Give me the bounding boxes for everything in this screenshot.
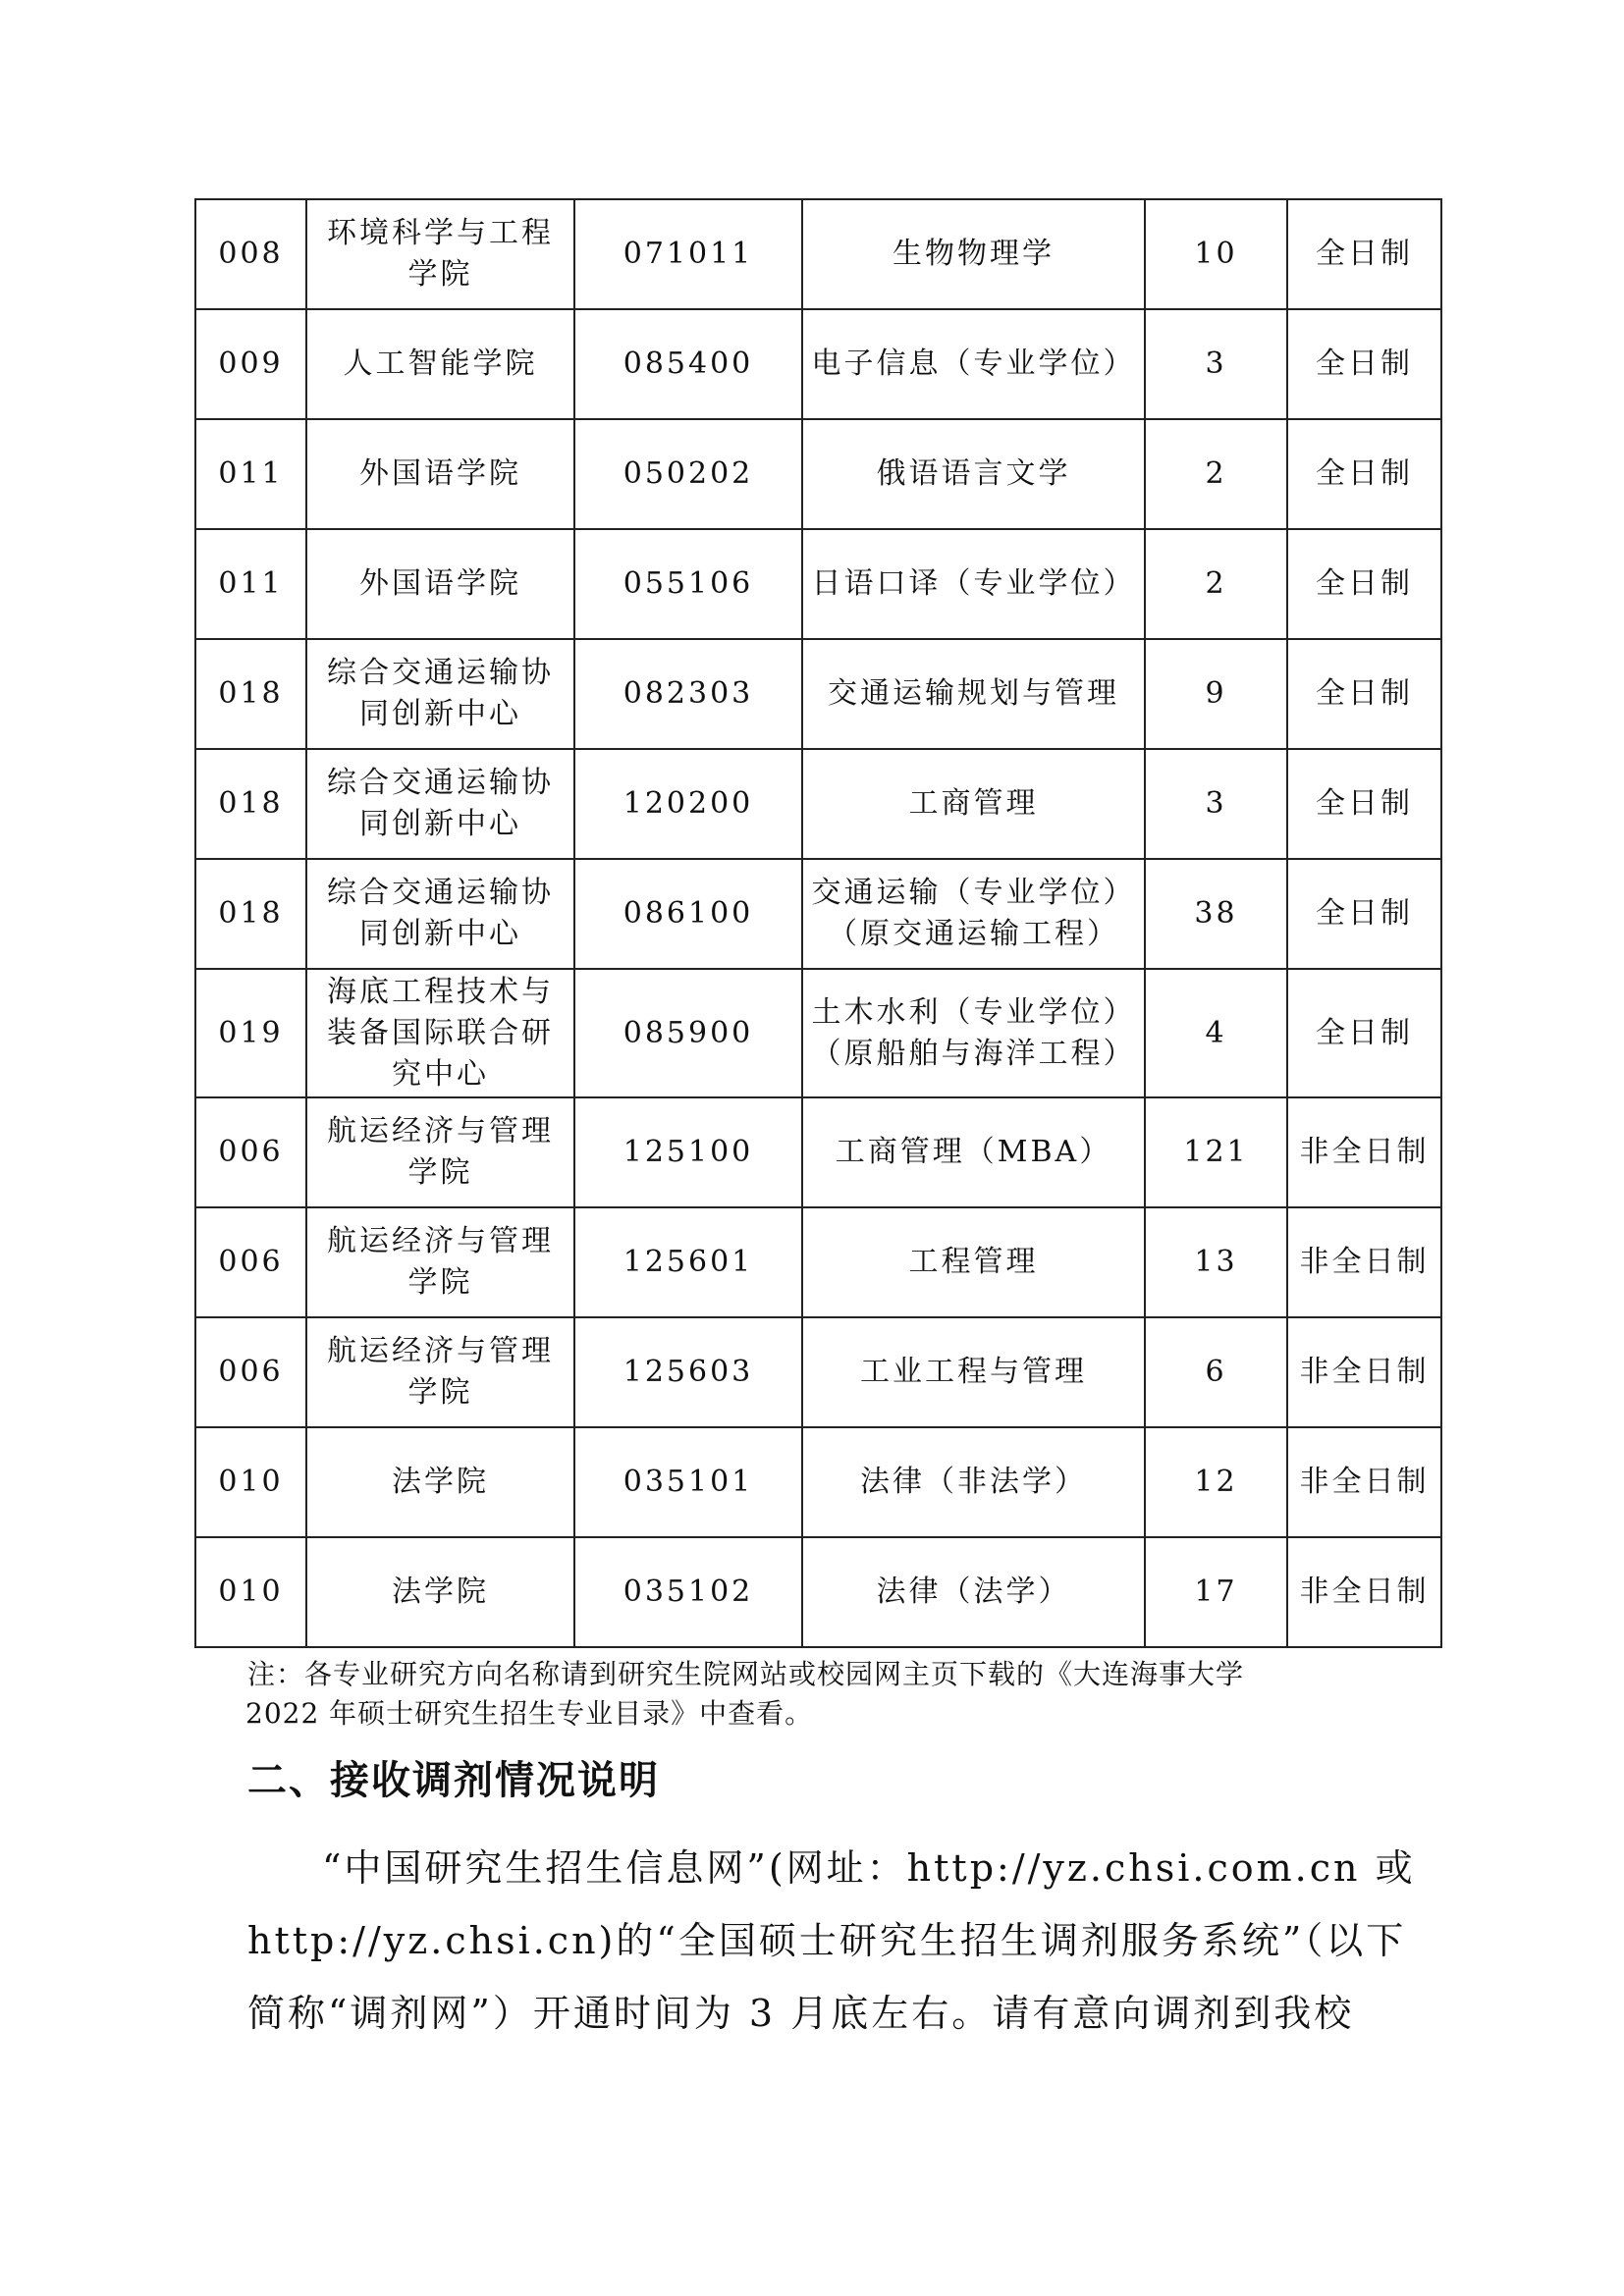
quota-count-cell: 3 <box>1145 749 1287 859</box>
quota-count-cell: 6 <box>1145 1317 1287 1427</box>
table-row <box>195 969 1441 1097</box>
major-code-cell: 125100 <box>574 1097 802 1207</box>
college-name-cell: 人工智能学院 <box>306 309 574 419</box>
college-name-cell: 综合交通运输协同创新中心 <box>306 639 574 749</box>
quota-count-cell: 2 <box>1145 529 1287 639</box>
table-row <box>195 1097 1441 1207</box>
major-name-cell: 工商管理（MBA） <box>802 1097 1145 1207</box>
study-mode-cell: 非全日制 <box>1287 1207 1441 1317</box>
study-mode-cell: 非全日制 <box>1287 1537 1441 1647</box>
table-row <box>195 1317 1441 1427</box>
quota-count-cell: 10 <box>1145 199 1287 309</box>
college-code-cell: 011 <box>195 529 306 639</box>
major-code-cell: 086100 <box>574 859 802 969</box>
quota-count-cell: 17 <box>1145 1537 1287 1647</box>
college-code-cell: 019 <box>195 969 306 1097</box>
study-mode-cell: 非全日制 <box>1287 1427 1441 1537</box>
college-name-cell: 外国语学院 <box>306 529 574 639</box>
major-name-cell: 俄语语言文学 <box>802 419 1145 529</box>
study-mode-cell: 全日制 <box>1287 309 1441 419</box>
major-name-cell: 交通运输（专业学位）（原交通运输工程） <box>802 859 1145 969</box>
study-mode-cell: 全日制 <box>1287 749 1441 859</box>
college-name-cell: 外国语学院 <box>306 419 574 529</box>
table-row <box>195 309 1441 419</box>
college-name-cell: 航运经济与管理学院 <box>306 1317 574 1427</box>
major-name-cell: 法律（非法学） <box>802 1427 1145 1537</box>
table-row <box>195 419 1441 529</box>
major-code-cell: 085900 <box>574 969 802 1097</box>
college-name-cell: 综合交通运输协同创新中心 <box>306 859 574 969</box>
major-name-cell: 工程管理 <box>802 1207 1145 1317</box>
college-name-cell: 环境科学与工程学院 <box>306 199 574 309</box>
major-code-cell: 035101 <box>574 1427 802 1537</box>
college-code-cell: 010 <box>195 1537 306 1647</box>
major-code-cell: 120200 <box>574 749 802 859</box>
college-code-cell: 018 <box>195 639 306 749</box>
table-row <box>195 1537 1441 1647</box>
major-code-cell: 035102 <box>574 1537 802 1647</box>
major-code-cell: 125603 <box>574 1317 802 1427</box>
major-name-cell: 日语口译（专业学位） <box>802 529 1145 639</box>
major-code-cell: 071011 <box>574 199 802 309</box>
quota-count-cell: 12 <box>1145 1427 1287 1537</box>
study-mode-cell: 全日制 <box>1287 419 1441 529</box>
major-name-cell: 土木水利（专业学位）（原船舶与海洋工程） <box>802 969 1145 1097</box>
college-name-cell: 海底工程技术与装备国际联合研究中心 <box>306 969 574 1097</box>
table-footnote <box>247 1655 1440 1734</box>
college-code-cell: 006 <box>195 1097 306 1207</box>
major-name-cell: 工业工程与管理 <box>802 1317 1145 1427</box>
quota-count-cell: 3 <box>1145 309 1287 419</box>
college-code-cell: 018 <box>195 749 306 859</box>
table-row <box>195 639 1441 749</box>
college-code-cell: 011 <box>195 419 306 529</box>
major-code-cell: 050202 <box>574 419 802 529</box>
study-mode-cell: 非全日制 <box>1287 1097 1441 1207</box>
study-mode-cell: 全日制 <box>1287 529 1441 639</box>
study-mode-cell: 全日制 <box>1287 969 1441 1097</box>
college-code-cell: 010 <box>195 1427 306 1537</box>
table-row <box>195 859 1441 969</box>
college-name-cell: 航运经济与管理学院 <box>306 1097 574 1207</box>
major-name-cell: 工商管理 <box>802 749 1145 859</box>
section-paragraph: “中国研究生招生信息网”(网址：http://yz.chsi.com.cn 或 http://yz.chsi.cn)的“全国硕士研究生招生调剂服务系统”（以下简称“调剂网”）开通时间为 3 月底左右。请有意向调剂到我校 <box>247 1846 1416 2035</box>
quota-count-cell: 2 <box>1145 419 1287 529</box>
quota-count-cell: 121 <box>1145 1097 1287 1207</box>
major-code-cell: 125601 <box>574 1207 802 1317</box>
major-code-cell: 055106 <box>574 529 802 639</box>
quota-count-cell: 9 <box>1145 639 1287 749</box>
admission-quota-table <box>194 198 1442 1648</box>
section-heading: 二、接收调剂情况说明 <box>247 1758 660 1803</box>
study-mode-cell: 非全日制 <box>1287 1317 1441 1427</box>
footnote-line: 2022 年硕士研究生招生专业目录》中查看。 <box>245 1697 814 1730</box>
college-code-cell: 006 <box>195 1207 306 1317</box>
quota-count-cell: 13 <box>1145 1207 1287 1317</box>
college-name-cell: 综合交通运输协同创新中心 <box>306 749 574 859</box>
quota-count-cell: 4 <box>1145 969 1287 1097</box>
major-name-cell: 生物物理学 <box>802 199 1145 309</box>
major-name-cell: 法律（法学） <box>802 1537 1145 1647</box>
table-row <box>195 1427 1441 1537</box>
table-row <box>195 529 1441 639</box>
table-row <box>195 749 1441 859</box>
major-code-cell: 085400 <box>574 309 802 419</box>
college-name-cell: 法学院 <box>306 1537 574 1647</box>
college-code-cell: 018 <box>195 859 306 969</box>
college-code-cell: 008 <box>195 199 306 309</box>
college-code-cell: 006 <box>195 1317 306 1427</box>
study-mode-cell: 全日制 <box>1287 199 1441 309</box>
college-code-cell: 009 <box>195 309 306 419</box>
table-row <box>195 1207 1441 1317</box>
study-mode-cell: 全日制 <box>1287 859 1441 969</box>
major-name-cell: 电子信息（专业学位） <box>802 309 1145 419</box>
college-name-cell: 法学院 <box>306 1427 574 1537</box>
study-mode-cell: 全日制 <box>1287 639 1441 749</box>
major-name-cell: 交通运输规划与管理 <box>802 639 1145 749</box>
college-name-cell: 航运经济与管理学院 <box>306 1207 574 1317</box>
major-code-cell: 082303 <box>574 639 802 749</box>
table-row <box>195 199 1441 309</box>
quota-count-cell: 38 <box>1145 859 1287 969</box>
footnote-line: 注：各专业研究方向名称请到研究生院网站或校园网主页下载的《大连海事大学 <box>247 1658 1245 1690</box>
